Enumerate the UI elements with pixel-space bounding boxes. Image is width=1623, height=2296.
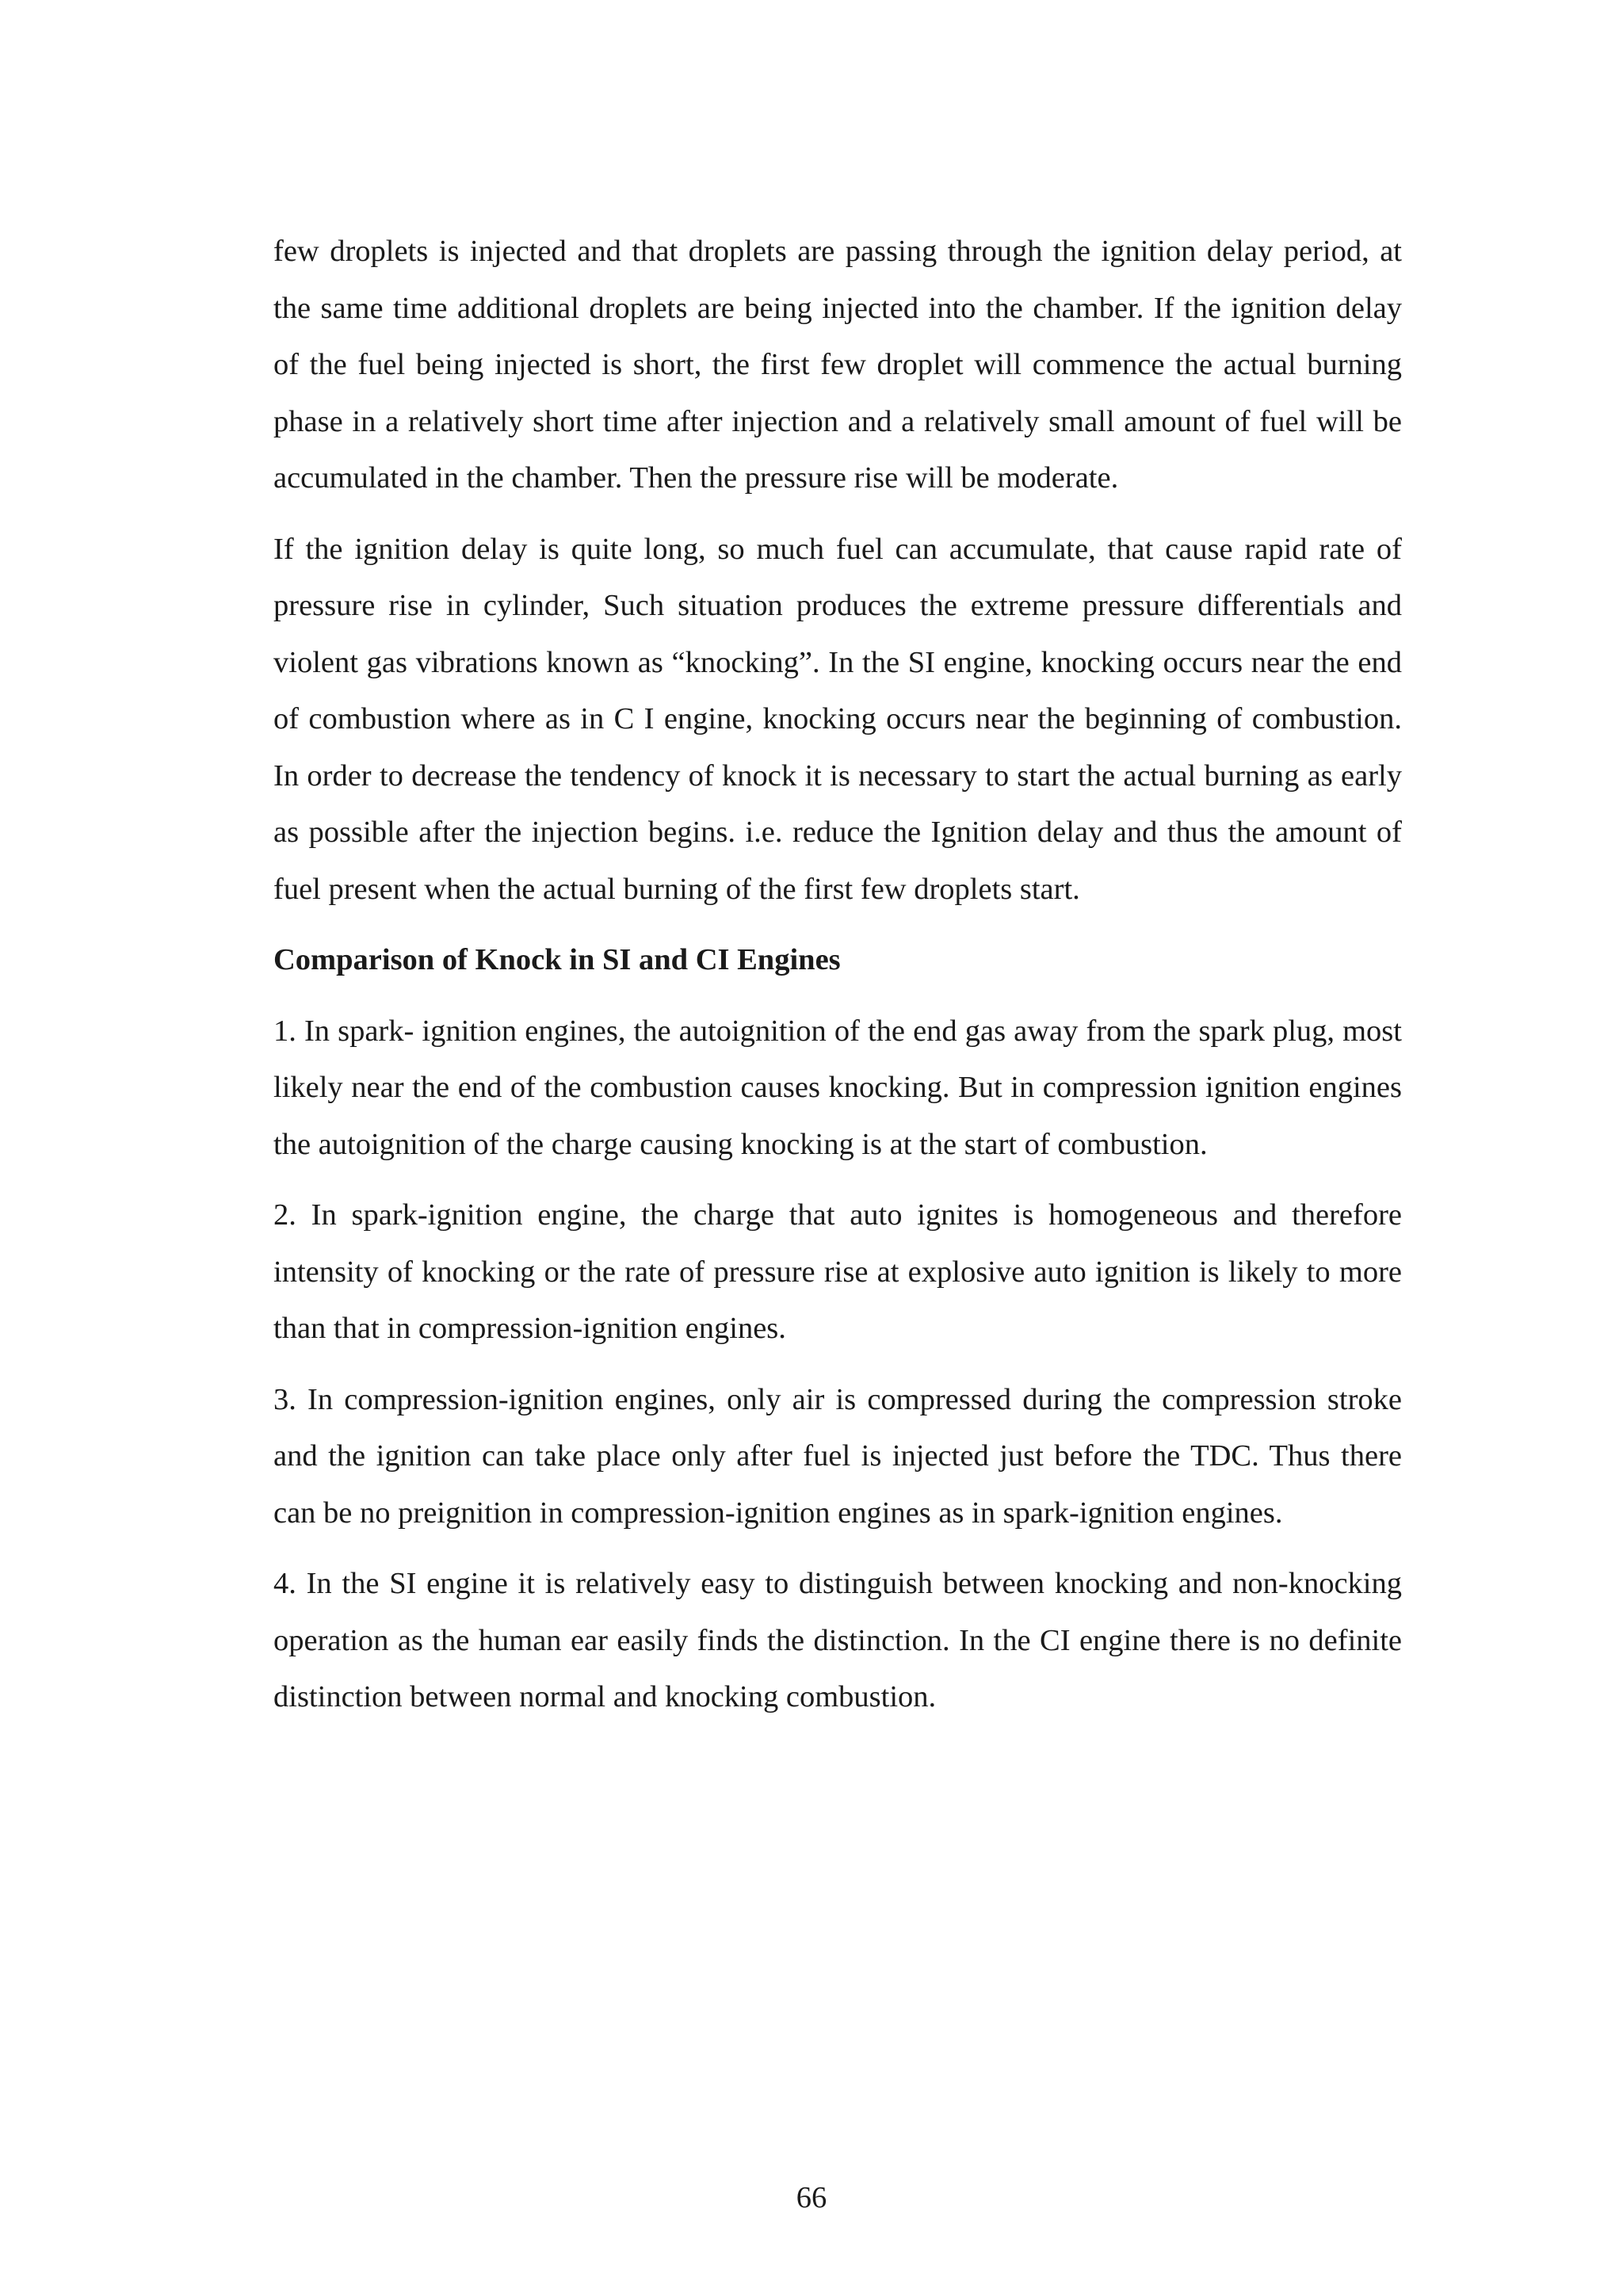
comparison-point-3: 3. In compression-ignition engines, only air is compressed during the compression stroke and the ignition can take place only after fuel is injected just before the TDC. Thus there can be no preignition in compression-ignition engines as in spark-ignition engines. (273, 1382, 1402, 1530)
page-number: 66 (796, 2181, 827, 2214)
comparison-point-4: 4. In the SI engine it is relatively easy to distinguish between knocking and non-knocking operation as the human ear easily finds the distinction. In the CI engine there is no definite distinction between normal and knocking combustion. (273, 1567, 1402, 1713)
comparison-point-2: 2. In spark-ignition engine, the charge that auto ignites is homogeneous and therefore intensity of knocking or the rate of pressure rise at explosive auto ignition is likely to more than that in compression-ignition engines. (273, 1198, 1402, 1345)
section-heading: Comparison of Knock in SI and CI Engines (273, 943, 841, 976)
paragraph-ignition-delay-long: If the ignition delay is quite long, so much fuel can accumulate, that cause rapid rate of pressure rise in cylinder, Such situation produces the extreme pressure differentials and violent gas vibrations known as “knocking”. In the SI engine, knocking occurs near the end of combustion where as in C I engine, knocking occurs near the beginning of combustion. In order to decrease the tendency of knock it is necessary to start the actual burning as early as possible after the injection begins. i.e. reduce the Ignition delay and thus the amount of fuel present when the actual burning of the first few droplets start. (273, 532, 1402, 906)
comparison-point-1: 1. In spark- ignition engines, the autoignition of the end gas away from the spark plug, most likely near the end of the combustion causes knocking. But in compression ignition engines the autoignition of the charge causing knocking is at the start of combustion. (273, 1014, 1402, 1161)
paragraph-ignition-delay-short: few droplets is injected and that droplets are passing through the ignition delay period, at the same time additional droplets are being injected into the chamber. If the ignition delay of the fuel being injected is short, the first few droplet will commence the actual burning phase in a relatively short time after injection and a relatively small amount of fuel will be accumulated in the chamber. Then the pressure rise will be moderate. (273, 235, 1402, 495)
page-content (273, 223, 1402, 1740)
